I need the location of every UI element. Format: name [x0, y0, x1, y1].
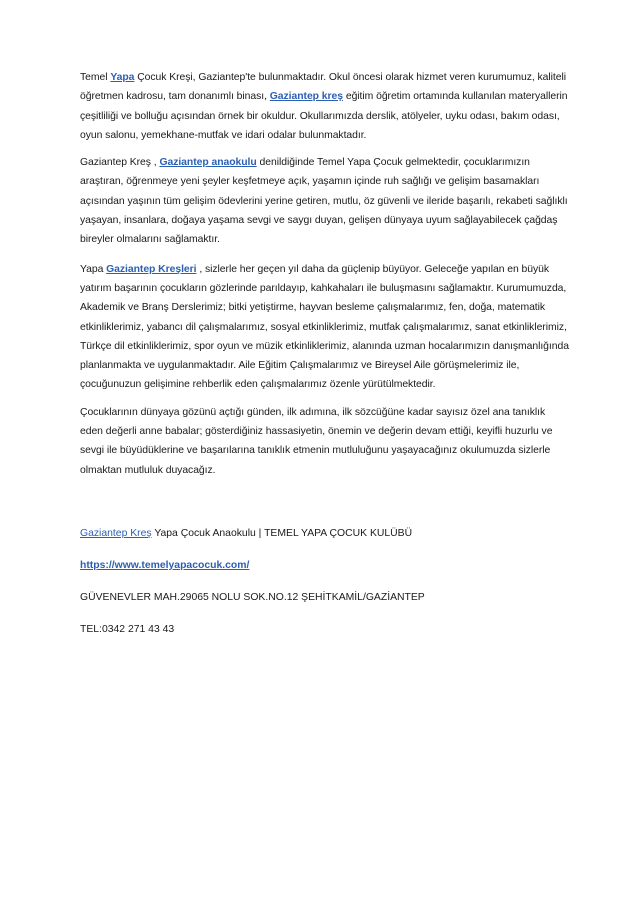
- spacer: [80, 490, 570, 524]
- text-run: Gaziantep Kreş ,: [80, 157, 160, 169]
- text-run: , sizlerle her geçen yıl daha da güçlenip büyüyor. Geleceğe yapılan en büyük yatırım başarının çocukların gözlerinde parıldayıp, kahkahaları ile buluşmasını sağlamaktır. Kurumumuzda, Akademik ve Branş Derslerimiz; bitki yetiştirme, hayvan besleme çalışmalarımız, fen, doğa, matematik etkinliklerimiz, yabancı dil çalışmalarımız, sosyal etkinliklerimiz, mutfak çalışmalarımız, sanat etkinliklerimiz, Türkçe dil etkinliklerimiz, spor oyun ve müzik etkinliklerimiz, alanında uzman hocalarımızın danışmanlığında planlanmakta ve uygulanmaktadır. Aile Eğitim Çalışmalarımız ve Bireysel Aile görüşmelerimiz ile, çocuğunuzun gelişimine rehberlik eden çalışmalarımız özenle yürütülmektedir.: [80, 263, 569, 391]
- footer-phone: TEL:0342 271 43 43: [80, 623, 175, 635]
- link-yapa[interactable]: Yapa: [110, 72, 135, 83]
- link-gaziantep-kresleri[interactable]: Gaziantep Kreşleri: [106, 263, 197, 275]
- footer-address: GÜVENEVLER MAH.29065 NOLU SOK.NO.12 ŞEHİTKAMİL/GAZİANTEP: [80, 591, 425, 603]
- paragraph-intro: [80, 68, 570, 145]
- footer-tagline: [80, 524, 570, 543]
- text-run: Temel: [80, 72, 111, 83]
- text-run: Çocuklarının dünyaya gözünü açtığı günden, ilk adımına, ilk sözcüğüne kadar sayısız özel ana tanıklık eden değerli anne babalar; gösterdiğiniz hassasiyetin, önemin ve değerin devam ettiği, keyifli huzurlu ve sevgi ile büyüdüklerine ve başarılarına tanıklık etmenin mutluluğunu yaşayacağınız okulumuzda sizlerle olmaktan mutluluk duyacağız.: [80, 406, 553, 476]
- link-footer-gaziantep-kres[interactable]: Gaziantep Kreş: [80, 527, 152, 539]
- text-run: eğitim öğretim ortamında kullanılan materyallerin çeşitliliği ve bolluğu açısından örnek bir okuldur. Okullarımızda derslik, atölyeler, uyku odası, bakım odası, oyun salonu, yemekhane-mutfak ve idari odalar bulunmaktadır.: [80, 91, 568, 141]
- paragraph-mission: [80, 153, 570, 249]
- text-run: Çocuk Kreşi, Gaziantep'te bulunmaktadır. Okul öncesi olarak hizmet veren kurumumuz, kaliteli öğretmen kadrosu, tam donanımlı binası,: [80, 72, 567, 103]
- paragraph-parents: [80, 403, 570, 480]
- tagline-text: Yapa Çocuk Anaokulu | TEMEL YAPA ÇOCUK KULÜBÜ: [151, 527, 413, 539]
- text-run: Yapa: [80, 263, 107, 275]
- text-run: denildiğinde Temel Yapa Çocuk gelmektedir, çocuklarımızın araştıran, öğrenmeye yeni şeyler keşfetmeye açık, yaşamın içinde ruh sağlığı ve gelişim basamakları açısından yaşının tüm gelişim ödevlerini yerine getiren, mutlu, öz güvenli ve ileride başarılı, rekabeti sağlıklı yaşayan, insanlara, doğaya yaşama sevgi ve saygı duyan, gelişen dünyaya uyum sağlayabilecek çağdaş bireyler olmalarını sağlamaktır.: [80, 157, 568, 246]
- website-link[interactable]: https://www.temelyapacocuk.com/: [80, 559, 250, 571]
- footer-url-line: [80, 556, 570, 575]
- paragraph-programs: [80, 260, 570, 395]
- link-gaziantep-kres[interactable]: Gaziantep kreş: [269, 91, 343, 103]
- document-page: [80, 68, 570, 652]
- link-gaziantep-anaokulu[interactable]: Gaziantep anaokulu: [159, 157, 257, 169]
